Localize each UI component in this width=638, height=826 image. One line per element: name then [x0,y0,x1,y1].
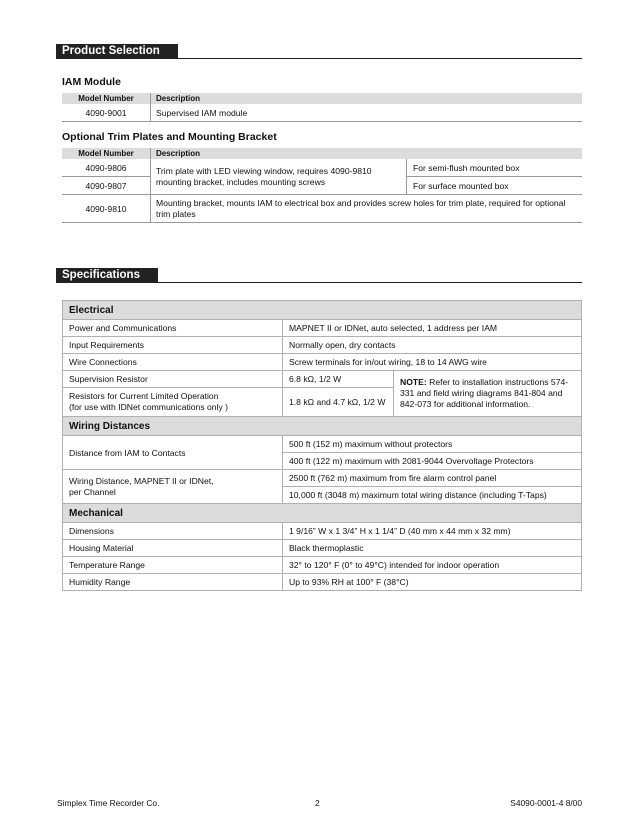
wiring-title: Wiring Distances [63,417,582,436]
spec-value: 6.8 kΩ, 1/2 W [283,371,394,388]
mapnet-label-line-2: per Channel [69,486,116,497]
table-header-row [62,93,582,104]
electrical-title: Electrical [63,301,582,320]
spec-value: 2500 ft (762 m) maximum from fire alarm control panel [283,470,582,487]
description-header: Description [151,93,583,104]
table-row [63,320,582,337]
iam-module-title: IAM Module [62,76,121,88]
product-selection-heading: Product Selection [56,44,178,58]
spec-label: Distance from IAM to Contacts [63,436,283,470]
footer-company: Simplex Time Recorder Co. [57,798,160,808]
specifications-section-header [56,268,582,283]
resistors-label-line-1: Resistors for Current Limited Operation [69,391,219,401]
description-cell: Trim plate with LED viewing window, requires 4090-9810 mounting bracket, includes mounting screws [151,159,407,195]
resistors-label-line-2: (for use with IDNet communications only ) [69,402,229,412]
specifications-heading: Specifications [56,268,158,282]
spec-value: MAPNET II or IDNet, auto selected, 1 address per IAM [283,320,582,337]
model-number-header: Model Number [62,148,151,159]
table-row [63,574,582,591]
spec-label: Input Requirements [63,337,283,354]
model-number-cell: 4090-9001 [62,104,151,122]
spec-value: 10,000 ft (3048 m) maximum total wiring distance (including T-Taps) [283,487,582,504]
table-row [63,523,582,540]
note-text: Refer to installation instructions 574-331 and field wiring diagrams 841-804 and 842-073 for additional information. [400,377,569,409]
mechanical-band [63,504,582,523]
table-row [63,354,582,371]
spec-label: Dimensions [63,523,283,540]
spec-value: Normally open, dry contacts [283,337,582,354]
product-selection-section-header [56,44,582,59]
table-row [62,195,582,223]
spec-label: Wire Connections [63,354,283,371]
spec-value: Screw terminals for in/out wiring, 18 to 14 AWG wire [283,354,582,371]
table-row [63,337,582,354]
spec-label: Power and Communications [63,320,283,337]
table-row [63,371,582,388]
iam-module-table [62,93,582,122]
table-row [63,436,582,453]
spec-label: Housing Material [63,540,283,557]
table-row [63,557,582,574]
spec-value: 1 9/16” W x 1 3/4” H x 1 1/4” D (40 mm x 44 mm x 32 mm) [283,523,582,540]
footer-document-id: S4090-0001-4 8/00 [510,798,582,808]
model-number-cell: 4090-9810 [62,195,151,223]
option-cell: For semi-flush mounted box [407,159,583,177]
spec-label [63,470,283,504]
mapnet-label-line-1: Wiring Distance, MAPNET II or IDNet, [69,475,214,486]
spec-label [63,388,283,417]
trim-plates-title: Optional Trim Plates and Mounting Bracket [62,131,277,143]
model-number-header: Model Number [62,93,151,104]
table-row [62,104,582,122]
table-header-row [62,148,582,159]
note-label: NOTE: [400,377,427,387]
specifications-table [62,300,582,591]
trim-plates-table [62,148,582,223]
spec-label: Supervision Resistor [63,371,283,388]
spec-value: Up to 93% RH at 100° F (38°C) [283,574,582,591]
model-number-cell: 4090-9806 [62,159,151,177]
spec-label: Temperature Range [63,557,283,574]
table-row [63,470,582,487]
option-cell: For surface mounted box [407,177,583,195]
model-number-cell: 4090-9807 [62,177,151,195]
installation-note [394,371,582,417]
spec-label: Humidity Range [63,574,283,591]
spec-value: 1.8 kΩ and 4.7 kΩ, 1/2 W [283,388,394,417]
spec-value: 400 ft (122 m) maximum with 2081-9044 Overvoltage Protectors [283,453,582,470]
table-row [63,540,582,557]
table-row [62,159,582,177]
footer-page-number: 2 [315,798,320,808]
wiring-band [63,417,582,436]
mechanical-title: Mechanical [63,504,582,523]
description-cell: Supervised IAM module [151,104,583,122]
spec-value: 32° to 120° F (0° to 49°C) intended for indoor operation [283,557,582,574]
spec-value: 500 ft (152 m) maximum without protectors [283,436,582,453]
spec-value: Black thermoplastic [283,540,582,557]
description-cell: Mounting bracket, mounts IAM to electrical box and provides screw holes for trim plate, required for optional trim plates [151,195,583,223]
electrical-band [63,301,582,320]
description-header: Description [151,148,583,159]
